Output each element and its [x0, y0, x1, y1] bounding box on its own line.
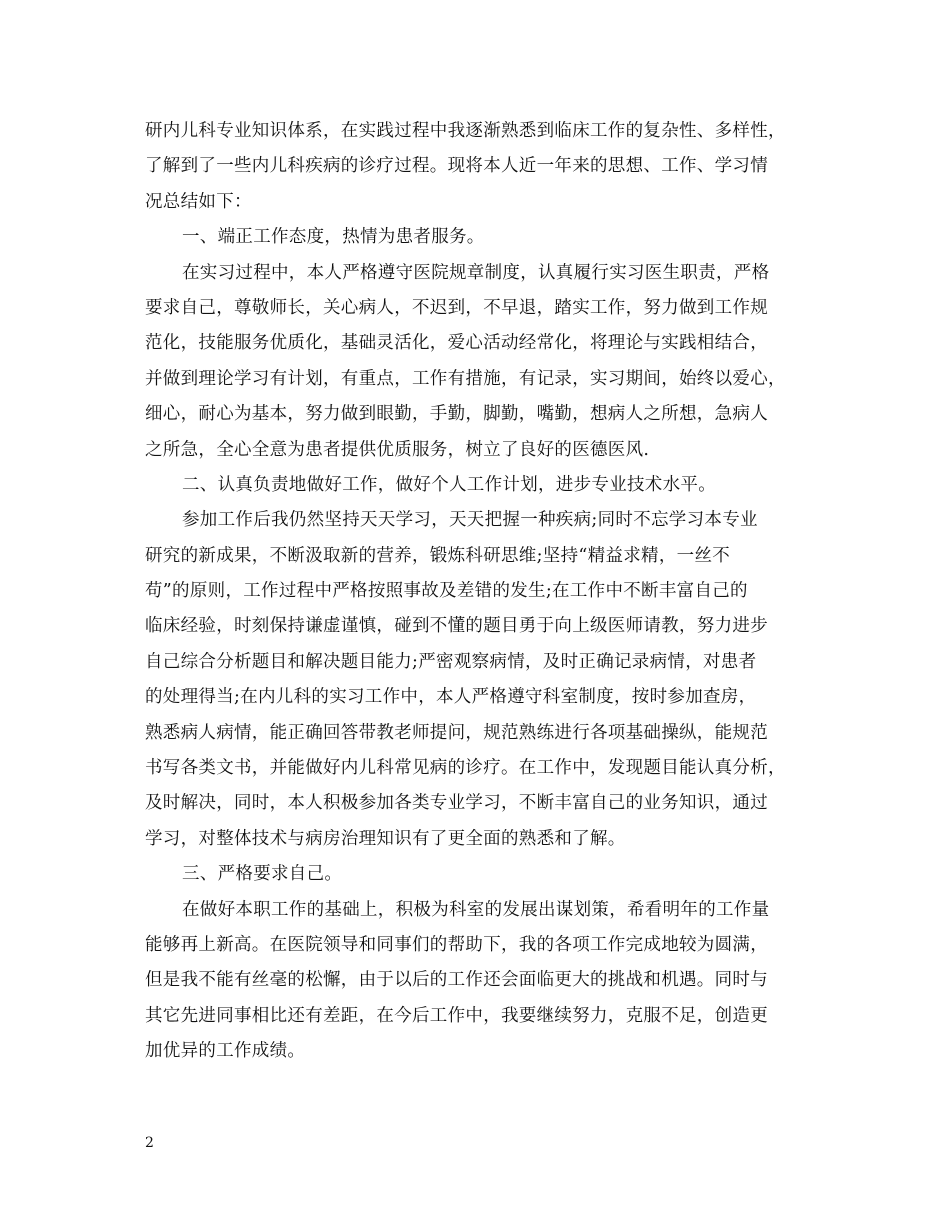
text-line: 要求自己，尊敬师长，关心病人，不迟到，不早退，踏实工作，努力做到工作规 [145, 297, 768, 318]
text-line: 其它先进同事相比还有差距，在今后工作中，我要继续努力，克服不足，创造更 [145, 1005, 768, 1026]
section-heading: 一、端正工作态度，热情为患者服务。 [182, 227, 485, 248]
text-line: 并做到理论学习有计划，有重点，工作有措施，有记录，实习期间，始终以爱心， [145, 368, 786, 389]
text-line: 之所急，全心全意为患者提供优质服务，树立了良好的医德医风. [145, 439, 650, 460]
paragraph-first-line: 在做好本职工作的基础上，积极为科室的发展出谋划策，希看明年的工作量 [182, 899, 770, 920]
text-line: 能够再上新高。在医院领导和同事们的帮助下，我的各项工作完成地较为圆满， [145, 934, 768, 955]
text-line: 了解到了一些内儿科疾病的诊疗过程。现将本人近一年来的思想、工作、学习情 [145, 156, 768, 177]
text-line: 研内儿科专业知识体系，在实践过程中我逐渐熟悉到临床工作的复杂性、多样性， [145, 121, 786, 141]
text-line: 熟悉病人病情，能正确回答带教老师提问，规范熟练进行各项基础操纵，能规范 [145, 722, 768, 743]
text-line: 及时解决，同时，本人积极参加各类专业学习，不断丰富自己的业务知识，通过 [145, 793, 768, 814]
text-line: 学习，对整体技术与病房治理知识有了更全面的熟悉和了解。 [145, 828, 626, 849]
text-line: 加优异的工作成绩。 [145, 1041, 306, 1062]
page-number: 2 [145, 1135, 154, 1151]
text-line: 书写各类文书，并能做好内儿科常见病的诊疗。在工作中，发现题目能认真分析， [145, 758, 786, 779]
text-line: 况总结如下： [145, 191, 252, 212]
section-heading: 三、严格要求自己。 [182, 864, 343, 885]
text-line: 研究的新成果，不断汲取新的营养，锻炼科研思维;坚持“精益求精，一丝不 [145, 545, 731, 566]
text-line: 临床经验，时刻保持谦虚谨慎，碰到不懂的题目勇于向上级医师请教，努力进步 [145, 616, 768, 637]
text-line: 的处理得当;在内儿科的实习工作中，本人严格遵守科室制度，按时参加查房， [145, 687, 757, 708]
text-line: 细心，耐心为基本，努力做到眼勤，手勤，脚勤，嘴勤，想病人之所想，急病人 [145, 404, 768, 425]
paragraph-first-line: 参加工作后我仍然坚持天天学习，天天把握一种疾病;同时不忘学习本专业 [182, 510, 758, 531]
paragraph-first-line: 在实习过程中，本人严格遵守医院规章制度，认真履行实习医生职责，严格 [182, 262, 770, 283]
text-line: 范化，技能服务优质化，基础灵活化，爱心活动经常化，将理论与实践相结合， [145, 333, 768, 354]
text-line: 但是我不能有丝毫的松懈，由于以后的工作还会面临更大的挑战和机遇。同时与 [145, 970, 768, 991]
text-line: 苟”的原则，工作过程中严格按照事故及差错的发生;在工作中不断丰富自己的 [145, 581, 748, 602]
text-line: 自己综合分析题目和解决题目能力;严密观察病情，及时正确记录病情，对患者 [145, 651, 757, 672]
section-heading: 二、认真负责地做好工作，做好个人工作计划，进步专业技术水平。 [182, 474, 716, 495]
body-text [145, 114, 810, 1070]
